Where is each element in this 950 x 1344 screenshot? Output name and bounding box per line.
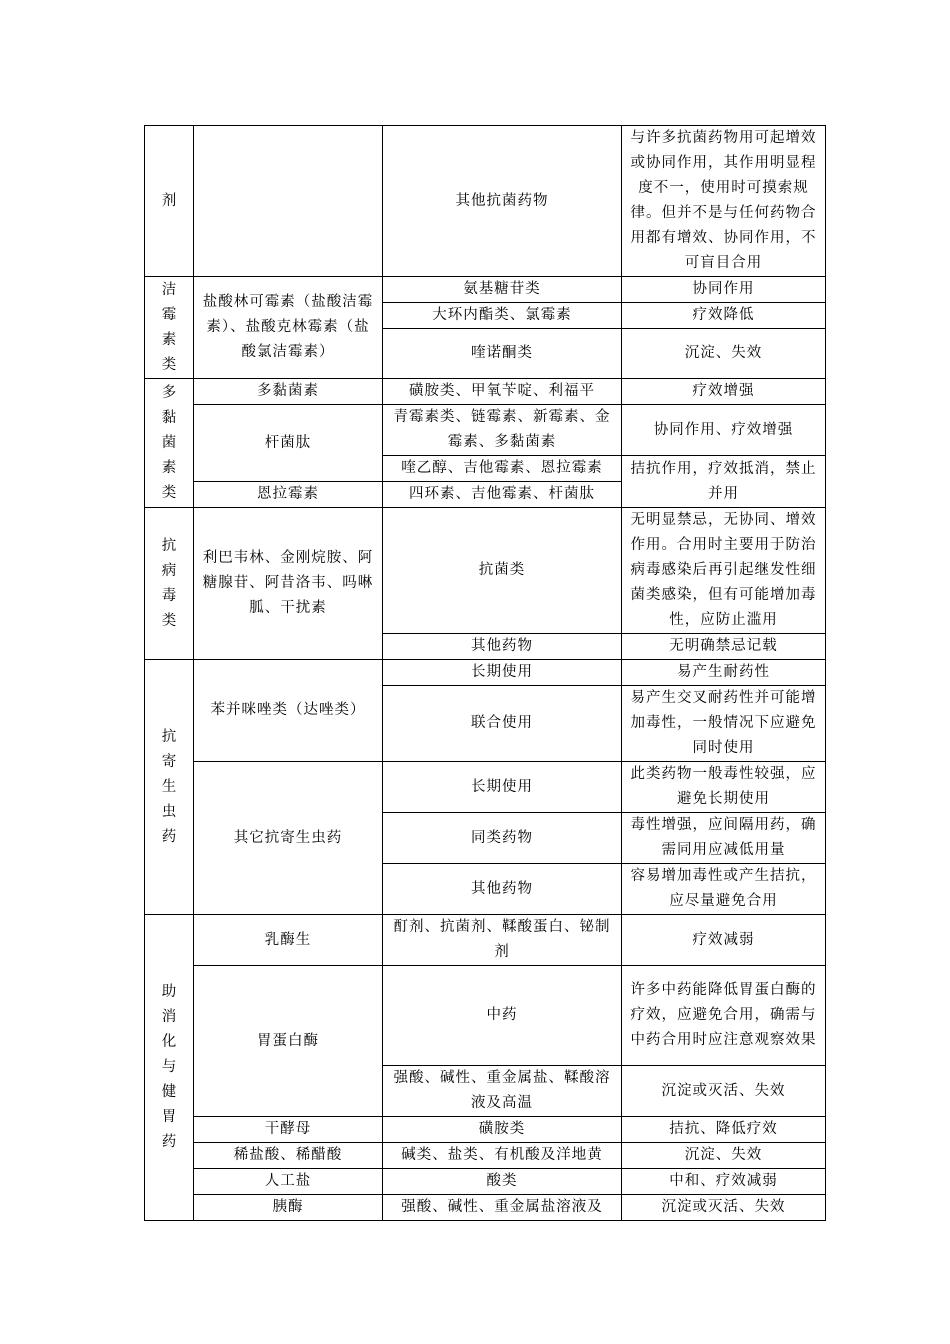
effect-cell: 此类药物一般毒性较强，应避免长期使用 xyxy=(622,762,826,813)
effect-cell: 中和、疗效减弱 xyxy=(622,1169,826,1195)
interaction-cell: 磺胺类 xyxy=(383,1117,622,1143)
drug-cell: 胰酶 xyxy=(194,1195,383,1221)
interaction-cell: 青霉素类、链霉素、新霉素、金霉素、多黏菌素 xyxy=(383,405,622,456)
interaction-cell: 喹诺酮类 xyxy=(383,329,622,379)
drug-cell: 人工盐 xyxy=(194,1169,383,1195)
interaction-cell: 酊剂、抗菌剂、鞣酸蛋白、铋制剂 xyxy=(383,915,622,966)
drug-cell: 干酵母 xyxy=(194,1117,383,1143)
drug-cell: 盐酸林可霉素（盐酸洁霉素）、盐酸克林霉素（盐酸氯洁霉素） xyxy=(194,277,383,379)
category-cell: 剂 xyxy=(145,126,194,277)
effect-cell: 易产生耐药性 xyxy=(622,660,826,686)
effect-cell: 沉淀、失效 xyxy=(622,329,826,379)
interaction-cell: 氨基糖苷类 xyxy=(383,277,622,303)
category-cell: 助消化与健胃药 xyxy=(145,915,194,1221)
effect-cell: 拮抗、降低疗效 xyxy=(622,1117,826,1143)
table-row xyxy=(145,508,826,634)
drug-cell: 胃蛋白酶 xyxy=(194,966,383,1117)
effect-cell: 无明显禁忌，无协同、增效作用。合用时主要用于防治病毒感染后再引起继发性细菌类感染，但有可能增加毒性，应防止滥用 xyxy=(622,508,826,634)
interaction-cell: 喹乙醇、吉他霉素、恩拉霉素 xyxy=(383,456,622,482)
table-row xyxy=(145,966,826,1066)
interaction-cell: 酸类 xyxy=(383,1169,622,1195)
table-row xyxy=(145,660,826,686)
table-row xyxy=(145,1143,826,1169)
drug-cell: 苯并咪唑类（达唑类） xyxy=(194,660,383,762)
interaction-cell: 强酸、碱性、重金属盐、鞣酸溶液及高温 xyxy=(383,1066,622,1117)
drug-cell: 其它抗寄生虫药 xyxy=(194,762,383,915)
table-row xyxy=(145,1195,826,1221)
category-cell: 抗病毒类 xyxy=(145,508,194,660)
interaction-cell: 长期使用 xyxy=(383,762,622,813)
drug-cell: 杆菌肽 xyxy=(194,405,383,482)
effect-cell: 疗效降低 xyxy=(622,303,826,329)
category-cell: 洁霉素类 xyxy=(145,277,194,379)
interaction-cell: 长期使用 xyxy=(383,660,622,686)
drug-interaction-table xyxy=(144,125,826,1221)
table-row xyxy=(145,277,826,303)
effect-cell: 疗效减弱 xyxy=(622,915,826,966)
effect-cell: 沉淀或灭活、失效 xyxy=(622,1066,826,1117)
effect-cell: 与许多抗菌药物用可起增效或协同作用，其作用明显程度不一，使用时可摸索规律。但并不是与任何药物合用都有增效、协同作用，不可盲目合用 xyxy=(622,126,826,277)
table-row xyxy=(145,915,826,966)
effect-cell: 容易增加毒性或产生拮抗，应尽量避免合用 xyxy=(622,864,826,915)
interaction-cell: 四环素、吉他霉素、杆菌肽 xyxy=(383,482,622,508)
category-cell: 多黏菌素类 xyxy=(145,379,194,508)
interaction-cell: 大环内酯类、氯霉素 xyxy=(383,303,622,329)
effect-cell: 无明确禁忌记载 xyxy=(622,634,826,660)
interaction-cell: 磺胺类、甲氧苄啶、利福平 xyxy=(383,379,622,405)
interaction-cell: 其他抗菌药物 xyxy=(383,126,622,277)
drug-cell: 多黏菌素 xyxy=(194,379,383,405)
interaction-cell: 碱类、盐类、有机酸及洋地黄 xyxy=(383,1143,622,1169)
effect-cell: 毒性增强，应间隔用药，确需同用应减低用量 xyxy=(622,813,826,864)
interaction-cell: 联合使用 xyxy=(383,686,622,762)
drug-cell: 稀盐酸、稀醋酸 xyxy=(194,1143,383,1169)
effect-cell: 疗效增强 xyxy=(622,379,826,405)
table-row xyxy=(145,1117,826,1143)
interaction-cell: 强酸、碱性、重金属盐溶液及 xyxy=(383,1195,622,1221)
interaction-cell: 同类药物 xyxy=(383,813,622,864)
table-row xyxy=(145,126,826,277)
table-row xyxy=(145,762,826,813)
interaction-cell: 中药 xyxy=(383,966,622,1066)
category-cell: 抗寄生虫药 xyxy=(145,660,194,915)
effect-cell: 沉淀、失效 xyxy=(622,1143,826,1169)
drug-cell: 利巴韦林、金刚烷胺、阿糖腺苷、阿昔洛韦、吗啉胍、干扰素 xyxy=(194,508,383,660)
drug-cell xyxy=(194,126,383,277)
interaction-cell: 其他药物 xyxy=(383,634,622,660)
drug-cell: 乳酶生 xyxy=(194,915,383,966)
interaction-cell: 抗菌类 xyxy=(383,508,622,634)
effect-cell: 协同作用 xyxy=(622,277,826,303)
effect-cell: 拮抗作用，疗效抵消，禁止并用 xyxy=(622,456,826,508)
drug-cell: 恩拉霉素 xyxy=(194,482,383,508)
effect-cell: 易产生交叉耐药性并可能增加毒性，一般情况下应避免同时使用 xyxy=(622,686,826,762)
effect-cell: 协同作用、疗效增强 xyxy=(622,405,826,456)
effect-cell: 沉淀或灭活、失效 xyxy=(622,1195,826,1221)
table-row xyxy=(145,379,826,405)
table-row xyxy=(145,1169,826,1195)
table-row xyxy=(145,405,826,456)
interaction-cell: 其他药物 xyxy=(383,864,622,915)
effect-cell: 许多中药能降低胃蛋白酶的疗效，应避免合用，确需与中药合用时应注意观察效果 xyxy=(622,966,826,1066)
